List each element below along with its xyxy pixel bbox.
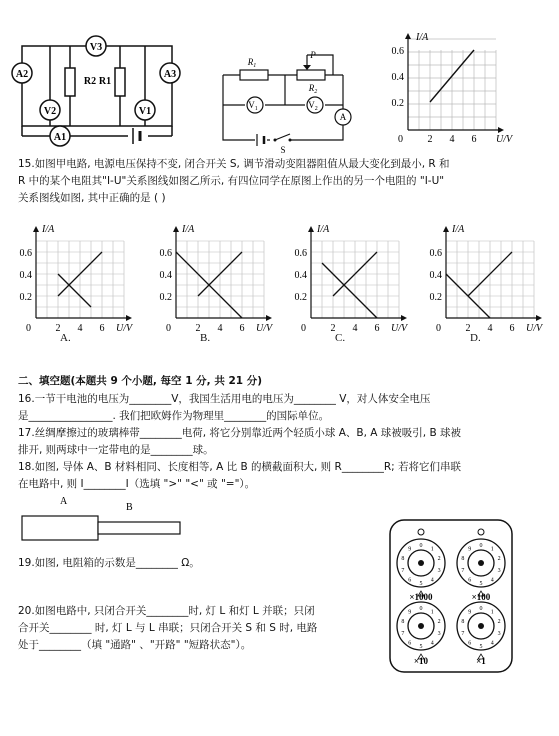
x-axis-label: U/V [391, 323, 408, 334]
a3-meter-label: A3 [163, 69, 177, 80]
svg-text:6: 6 [468, 577, 472, 584]
circuit-diagram-rheostat [215, 45, 365, 157]
xtick: 6 [509, 323, 515, 334]
ytick: 0.2 [19, 292, 32, 303]
switch-s-label: S [280, 145, 286, 155]
y-axis-label: I/A [452, 224, 465, 235]
xtick: 6 [374, 323, 380, 334]
multiplier-x10: ×10 [413, 656, 429, 666]
svg-text:6: 6 [408, 640, 412, 647]
svg-text:7: 7 [461, 630, 465, 637]
ytick: 0.2 [429, 292, 442, 303]
xtick: 4 [352, 323, 358, 334]
option-graph-a [10, 218, 135, 343]
xtick: 6 [471, 134, 477, 145]
ytick: 0.4 [159, 270, 172, 281]
v2-subscript: 2 [314, 106, 318, 112]
xtick: 4 [487, 323, 493, 334]
svg-text:0: 0 [479, 606, 483, 612]
q20-line1: 20.如图电路中, 只闭合开关________时, 灯 L 和灯 L 并联；只闭 [18, 605, 315, 617]
ytick: 0.4 [391, 72, 404, 83]
q18-line1: 18.如图, 导体 A、B 材料相同、长度相等, A 比 B 的横截面积大, 则 R________R; 若将它们串联 [18, 461, 461, 473]
ytick: 0.6 [159, 248, 172, 259]
xtick: 4 [217, 323, 223, 334]
svg-text:8: 8 [461, 556, 465, 563]
svg-text:2: 2 [437, 556, 441, 563]
svg-text:1: 1 [490, 546, 494, 553]
svg-text:5: 5 [479, 644, 483, 650]
conductor-b-label: B [126, 502, 133, 513]
ytick: 0.4 [294, 270, 307, 281]
svg-text:9: 9 [408, 546, 412, 553]
option-graph-d [420, 218, 545, 343]
a1-meter-label: A1 [53, 132, 67, 143]
r2-subscript: 2 [314, 89, 318, 95]
svg-text:4: 4 [490, 577, 494, 584]
option-caption-d: D. [470, 332, 481, 344]
ytick: 0.6 [429, 248, 442, 259]
q20-line3: 处于________（填 "通路" 、"开路" "短路状态"）。 [18, 639, 252, 651]
r1-subscript: 1 [253, 63, 257, 69]
svg-text:1: 1 [490, 609, 494, 616]
svg-text:R2 [308, 83, 318, 95]
v1-meter-label: V1 [138, 106, 152, 117]
svg-text:2: 2 [437, 619, 441, 626]
ytick: 0.6 [391, 46, 404, 57]
multiplier-x100: ×100 [471, 592, 491, 602]
svg-text:4: 4 [430, 640, 434, 647]
origin-label: 0 [166, 323, 171, 334]
svg-text:3: 3 [497, 630, 501, 637]
xtick: 6 [239, 323, 245, 334]
x-axis-label: U/V [496, 134, 513, 145]
xtick: 2 [55, 323, 61, 334]
a2-meter-label: A2 [15, 69, 29, 80]
top-iu-graph [378, 28, 518, 148]
svg-text:4: 4 [430, 577, 434, 584]
r1-label: R1 [98, 76, 112, 87]
v1-label: V [248, 100, 255, 110]
q18-line2: 在电路中, 则 I________I（选填 ">" "<" 或 "="）。 [18, 478, 256, 490]
x-axis-label: U/V [526, 323, 543, 334]
ytick: 0.2 [159, 292, 172, 303]
q17-line2: 排开, 则两球中一定带电的是________球。 [18, 444, 214, 456]
y-axis-label: I/A [182, 224, 195, 235]
svg-text:7: 7 [461, 567, 465, 574]
y-axis-label: I/A [42, 224, 55, 235]
svg-text:2: 2 [497, 619, 501, 626]
xtick: 2 [427, 134, 433, 145]
ytick: 0.4 [19, 270, 32, 281]
ytick: 0.6 [19, 248, 32, 259]
option-caption-b: B. [200, 332, 211, 344]
ytick: 0.2 [391, 98, 404, 109]
svg-text:3: 3 [497, 567, 501, 574]
origin-label: 0 [301, 323, 306, 334]
y-axis-label: I/A [317, 224, 330, 235]
svg-text:3: 3 [437, 567, 441, 574]
origin-label: 0 [398, 134, 403, 145]
v1-subscript: 1 [254, 106, 258, 112]
ammeter-label: A [339, 112, 347, 122]
svg-text:3: 3 [437, 630, 441, 637]
iu-line [322, 263, 377, 318]
svg-text:2: 2 [497, 556, 501, 563]
q19-line1: 19.如图, 电阻箱的示数是________ Ω。 [18, 557, 200, 569]
svg-text:1: 1 [430, 546, 434, 553]
xtick: 2 [195, 323, 201, 334]
q15-line3: 关系图线如图, 其中正确的是 ( ) [18, 192, 166, 204]
origin-label: 0 [26, 323, 31, 334]
svg-text:7: 7 [401, 567, 405, 574]
svg-text:5: 5 [479, 581, 483, 587]
multiplier-x1000: ×1000 [409, 592, 433, 602]
ytick: 0.2 [294, 292, 307, 303]
svg-text:8: 8 [461, 619, 465, 626]
origin-label: 0 [436, 323, 441, 334]
r2-label: R2 [83, 76, 97, 87]
v2-label: V [308, 100, 315, 110]
r2-label: R [308, 83, 315, 93]
option-caption-c: C. [335, 332, 346, 344]
svg-text:R1 [247, 57, 257, 69]
option-graph-c [285, 218, 410, 343]
xtick: 4 [77, 323, 83, 334]
svg-text:9: 9 [408, 609, 412, 616]
slider-p-label: P [310, 50, 316, 60]
conductors-a-b-figure [18, 490, 218, 550]
circuit-diagram-meters [10, 28, 190, 153]
svg-text:8: 8 [401, 556, 405, 563]
multiplier-x1: ×1 [476, 656, 486, 666]
conductor-a-label: A [60, 496, 68, 507]
svg-text:7: 7 [401, 630, 405, 637]
v2-meter-label: V2 [43, 106, 57, 117]
svg-text:5: 5 [419, 581, 423, 587]
svg-text:1: 1 [430, 609, 434, 616]
option-caption-a: A. [60, 332, 71, 344]
svg-text:0: 0 [419, 543, 423, 549]
q16-line1: 16.一节干电池的电压为________V，我国生活用电的电压为________ V，对人体安全电压 [18, 393, 431, 405]
section2-heading: 二、填空题(本题共 9 个小题, 每空 1 分, 共 21 分) [18, 375, 263, 387]
v3-meter-label: V3 [89, 42, 103, 53]
svg-text:6: 6 [408, 577, 412, 584]
resistance-box [388, 518, 518, 678]
svg-text:5: 5 [419, 644, 423, 650]
option-graph-b [150, 218, 275, 343]
svg-text:0: 0 [419, 606, 423, 612]
ytick: 0.4 [429, 270, 442, 281]
x-axis-label: U/V [116, 323, 133, 334]
q16-line2: 是________________. 我们把欧姆作为物理里________的国际单位。 [18, 410, 330, 422]
svg-text:6: 6 [468, 640, 472, 647]
svg-text:4: 4 [490, 640, 494, 647]
q15-line2: R 中的某个电阻其"I-U"关系图线如图乙所示, 有四位同学在原图上作出的另一个电阻的 "I-U" [18, 175, 445, 187]
x-axis-label: U/V [256, 323, 273, 334]
xtick: 2 [330, 323, 336, 334]
svg-text:0: 0 [479, 543, 483, 549]
svg-text:8: 8 [401, 619, 405, 626]
ytick: 0.6 [294, 248, 307, 259]
y-axis-label: I/A [416, 32, 429, 43]
r1-label: R [247, 57, 254, 67]
q20-line2: 合开关________ 时, 灯 L 与 L 串联；只闭合开关 S 和 S 时, 电路 [18, 622, 318, 634]
q15-line1: 15.如图甲电路, 电源电压保持不变, 闭合开关 S, 调节滑动变阻器阻值从最大变化到最小, R 和 [18, 158, 450, 170]
xtick: 2 [465, 323, 471, 334]
q17-line1: 17.丝绸摩擦过的玻璃棒带________电荷, 将它分别靠近两个轻质小球 A、B, A 球被吸引, B 球被 [18, 427, 462, 439]
svg-text:9: 9 [468, 546, 472, 553]
xtick: 6 [99, 323, 105, 334]
xtick: 4 [449, 134, 455, 145]
svg-text:9: 9 [468, 609, 472, 616]
